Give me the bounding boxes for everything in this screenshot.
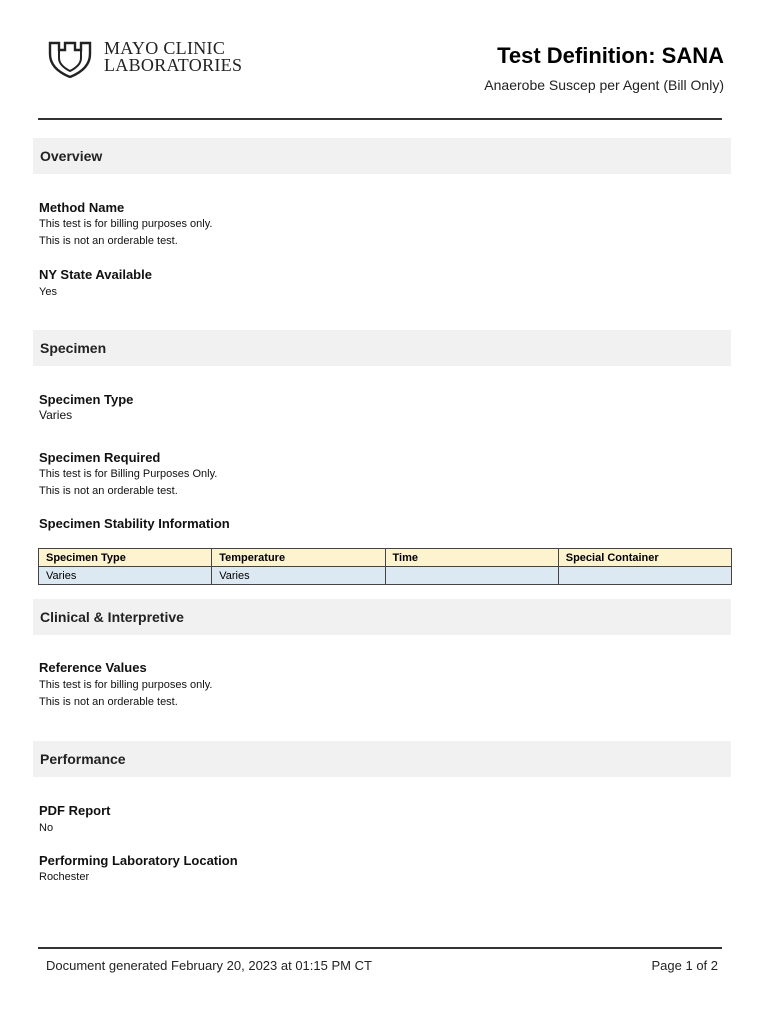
section-heading: Specimen bbox=[40, 340, 107, 356]
table-cell bbox=[558, 567, 731, 585]
reference-values-line-1: This test is for billing purposes only. bbox=[39, 679, 213, 691]
section-clinical bbox=[33, 599, 731, 635]
specimen-type-label: Specimen Type bbox=[39, 392, 134, 407]
ny-state-label: NY State Available bbox=[39, 267, 152, 282]
performing-location-value: Rochester bbox=[39, 871, 90, 883]
ny-state-value: Yes bbox=[39, 286, 57, 298]
specimen-required-line-2: This is not an orderable test. bbox=[39, 485, 178, 497]
section-performance bbox=[33, 741, 731, 777]
logo-line-1: MAYO CLINIC bbox=[104, 38, 226, 58]
page-title: Test Definition: SANA bbox=[497, 43, 724, 68]
footer-divider bbox=[38, 947, 722, 949]
table-header-cell: Specimen Type bbox=[39, 549, 212, 567]
stability-label: Specimen Stability Information bbox=[39, 516, 230, 531]
page-number: Page 1 of 2 bbox=[651, 958, 718, 973]
specimen-required-line-1: This test is for Billing Purposes Only. bbox=[39, 468, 218, 480]
section-heading: Performance bbox=[40, 751, 126, 767]
table-cell bbox=[385, 567, 558, 585]
mayo-shield-icon bbox=[46, 40, 94, 78]
table-header-row bbox=[39, 549, 732, 567]
reference-values-line-2: This is not an orderable test. bbox=[39, 696, 178, 708]
pdf-report-label: PDF Report bbox=[39, 803, 111, 818]
performing-location-label: Performing Laboratory Location bbox=[39, 853, 238, 868]
table-cell: Varies bbox=[212, 567, 385, 585]
specimen-type-value: Varies bbox=[39, 408, 73, 422]
logo-line-2: LABORATORIES bbox=[104, 55, 243, 75]
pdf-report-value: No bbox=[39, 822, 54, 834]
reference-values-label: Reference Values bbox=[39, 660, 147, 675]
table-header-cell: Time bbox=[385, 549, 558, 567]
header-divider bbox=[38, 118, 722, 120]
section-overview bbox=[33, 138, 731, 174]
section-heading: Clinical & Interpretive bbox=[40, 609, 184, 625]
table-row bbox=[39, 567, 732, 585]
method-name-label: Method Name bbox=[39, 200, 125, 215]
document-generated-text: Document generated February 20, 2023 at 01:15 PM CT bbox=[46, 958, 372, 973]
stability-table bbox=[38, 548, 732, 585]
table-cell: Varies bbox=[39, 567, 212, 585]
section-heading: Overview bbox=[40, 148, 103, 164]
table-header-cell: Special Container bbox=[558, 549, 731, 567]
specimen-required-label: Specimen Required bbox=[39, 450, 161, 465]
mayo-clinic-logo bbox=[46, 40, 242, 78]
section-specimen bbox=[33, 330, 731, 366]
method-name-line-2: This is not an orderable test. bbox=[39, 235, 178, 247]
method-name-line-1: This test is for billing purposes only. bbox=[39, 218, 213, 230]
page-subtitle: Anaerobe Suscep per Agent (Bill Only) bbox=[484, 77, 724, 93]
table-header-cell: Temperature bbox=[212, 549, 385, 567]
